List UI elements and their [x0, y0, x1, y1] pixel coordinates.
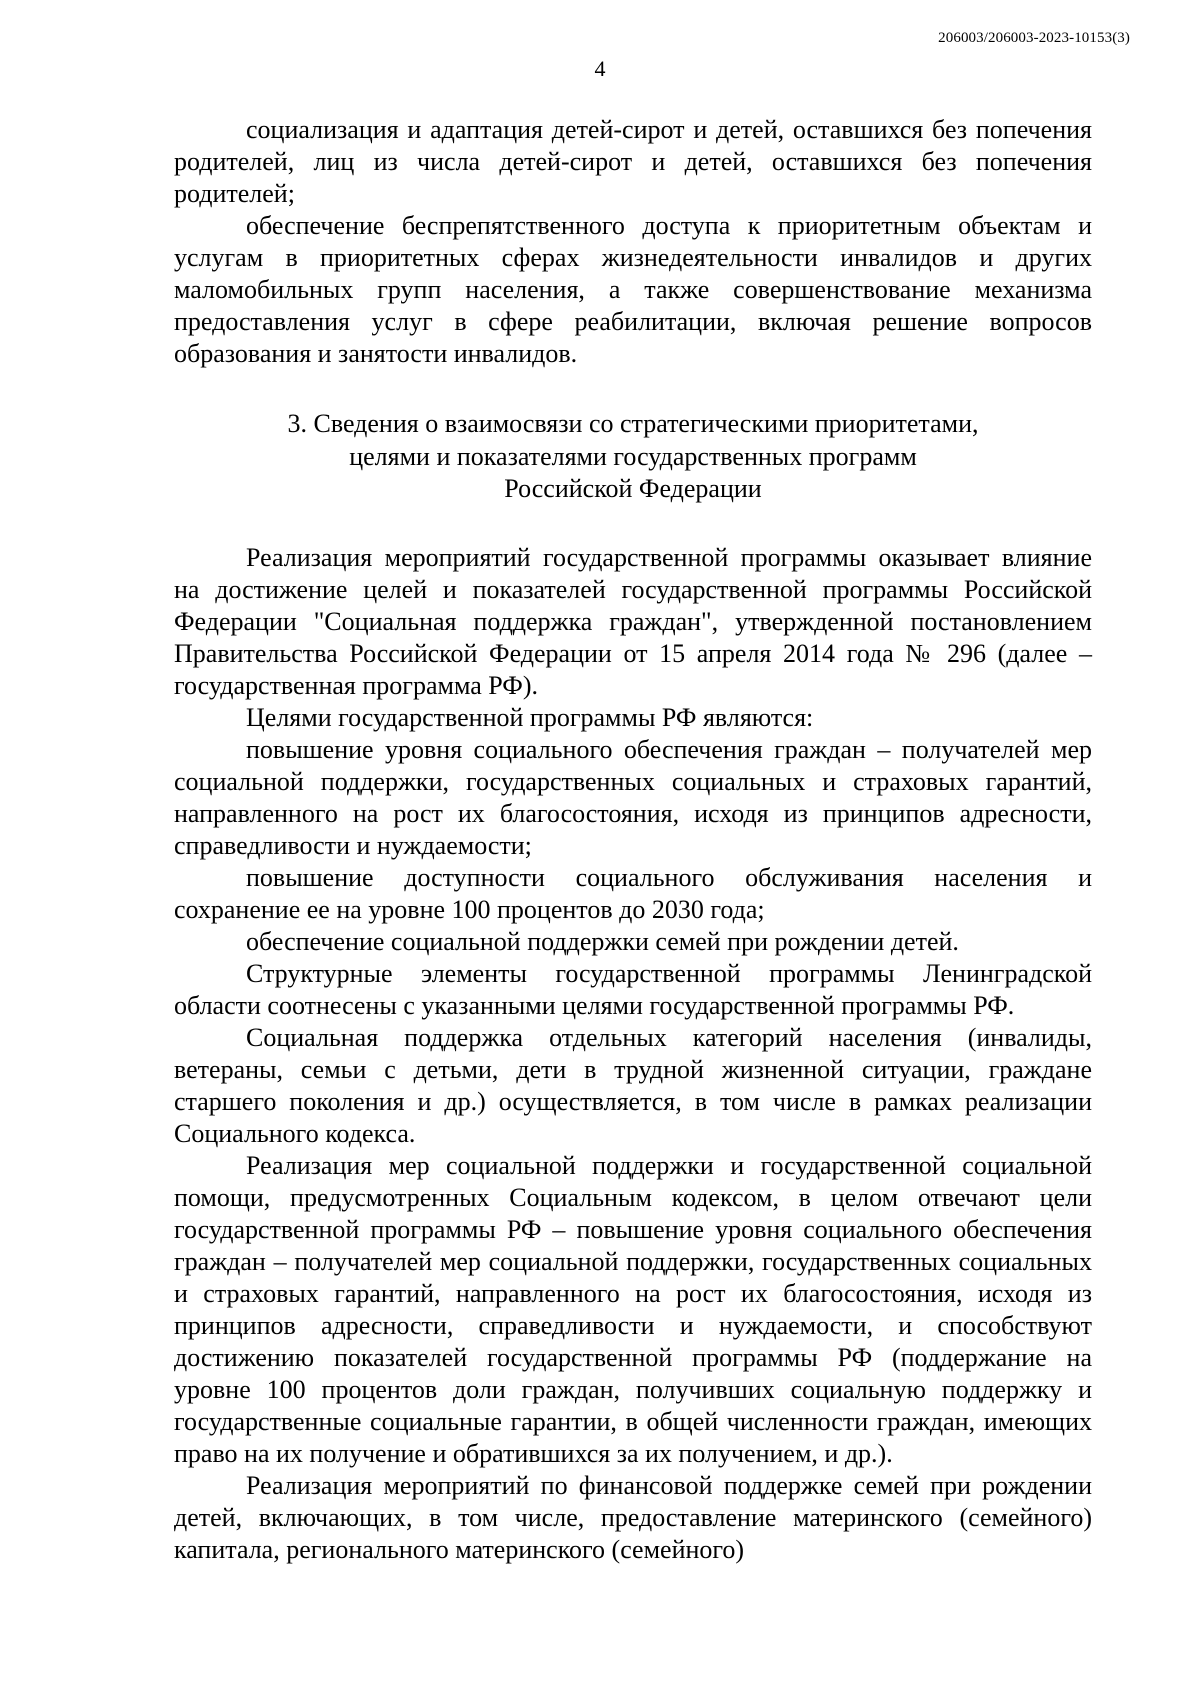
- section-heading: [174, 408, 1092, 506]
- page-body: [174, 114, 1092, 1566]
- intro-paragraph: обеспечение беспрепятственного доступа к приоритетным объектам и услугам в приоритетных сферах жизнедеятельности инвалидов и других маломобильных групп населения, а также совершенствование механизма предоставления услуг в сфере реабилитации, включая решение вопросов образования и занятости инвалидов.: [174, 211, 1092, 368]
- body-paragraph: Целями государственной программы РФ являются:: [246, 702, 814, 732]
- section-heading-line: Российской Федерации: [504, 474, 762, 503]
- body-paragraph: повышение уровня социального обеспечения граждан – получателей мер социальной поддержки, государственных социальных и страховых гарантий, направленного на рост их благосостояния, исходя из принципов адресности, справедливости и нуждаемости;: [174, 734, 1092, 860]
- page-number: 4: [594, 56, 606, 81]
- body-paragraph: Реализация мероприятий по финансовой поддержке семей при рождении детей, включающих, в том числе, предоставление материнского (семейного) капитала, регионального материнского (семейного): [174, 1470, 1092, 1564]
- body-paragraph: Структурные элементы государственной программы Ленинградской области соотнесены с указанными целями государственной программы РФ.: [174, 958, 1092, 1020]
- body-paragraph: Реализация мер социальной поддержки и государственной социальной помощи, предусмотренных Социальным кодексом, в целом отвечают цели государственной программы РФ – повышение уровня социального обеспечения граждан – получателей мер социальной поддержки, государственных социальных и страховых гарантий, направленного на рост их благосостояния, исходя из принципов адресности, справедливости и нуждаемости, и способствуют достижению показателей государственной программы РФ (поддержание на уровне 100 процентов доли граждан, получивших социальную поддержку и государственные социальные гарантии, в общей численности граждан, имеющих право на их получение и обратившихся за их получением, и др.).: [174, 1150, 1092, 1468]
- body-paragraph: обеспечение социальной поддержки семей при рождении детей.: [246, 926, 959, 956]
- body-paragraph: Социальная поддержка отдельных категорий населения (инвалиды, ветераны, семьи с детьми, дети в трудной жизненной ситуации, граждане старшего поколения и др.) осуществляется, в том числе в рамках реализации Социального кодекса.: [174, 1022, 1092, 1148]
- section-heading-line: целями и показателями государственных программ: [349, 441, 917, 471]
- document-id: 206003/206003-2023-10153(3): [938, 30, 1130, 46]
- body-paragraph: повышение доступности социального обслуживания населения и сохранение ее на уровне 100 процентов до 2030 года;: [174, 862, 1092, 924]
- intro-paragraph: социализация и адаптация детей-сирот и детей, оставшихся без попечения родителей, лиц из числа детей-сирот и детей, оставшихся без попечения родителей;: [174, 115, 1092, 208]
- body-paragraph: Реализация мероприятий государственной программы оказывает влияние на достижение целей и показателей государственной программы Российской Федерации "Социальная поддержка граждан", утвержденной постановлением Правительства Российской Федерации от 15 апреля 2014 года № 296 (далее – государственная программа РФ).: [174, 542, 1092, 700]
- section-heading-line: 3. Сведения о взаимосвязи со стратегическими приоритетами,: [287, 409, 979, 438]
